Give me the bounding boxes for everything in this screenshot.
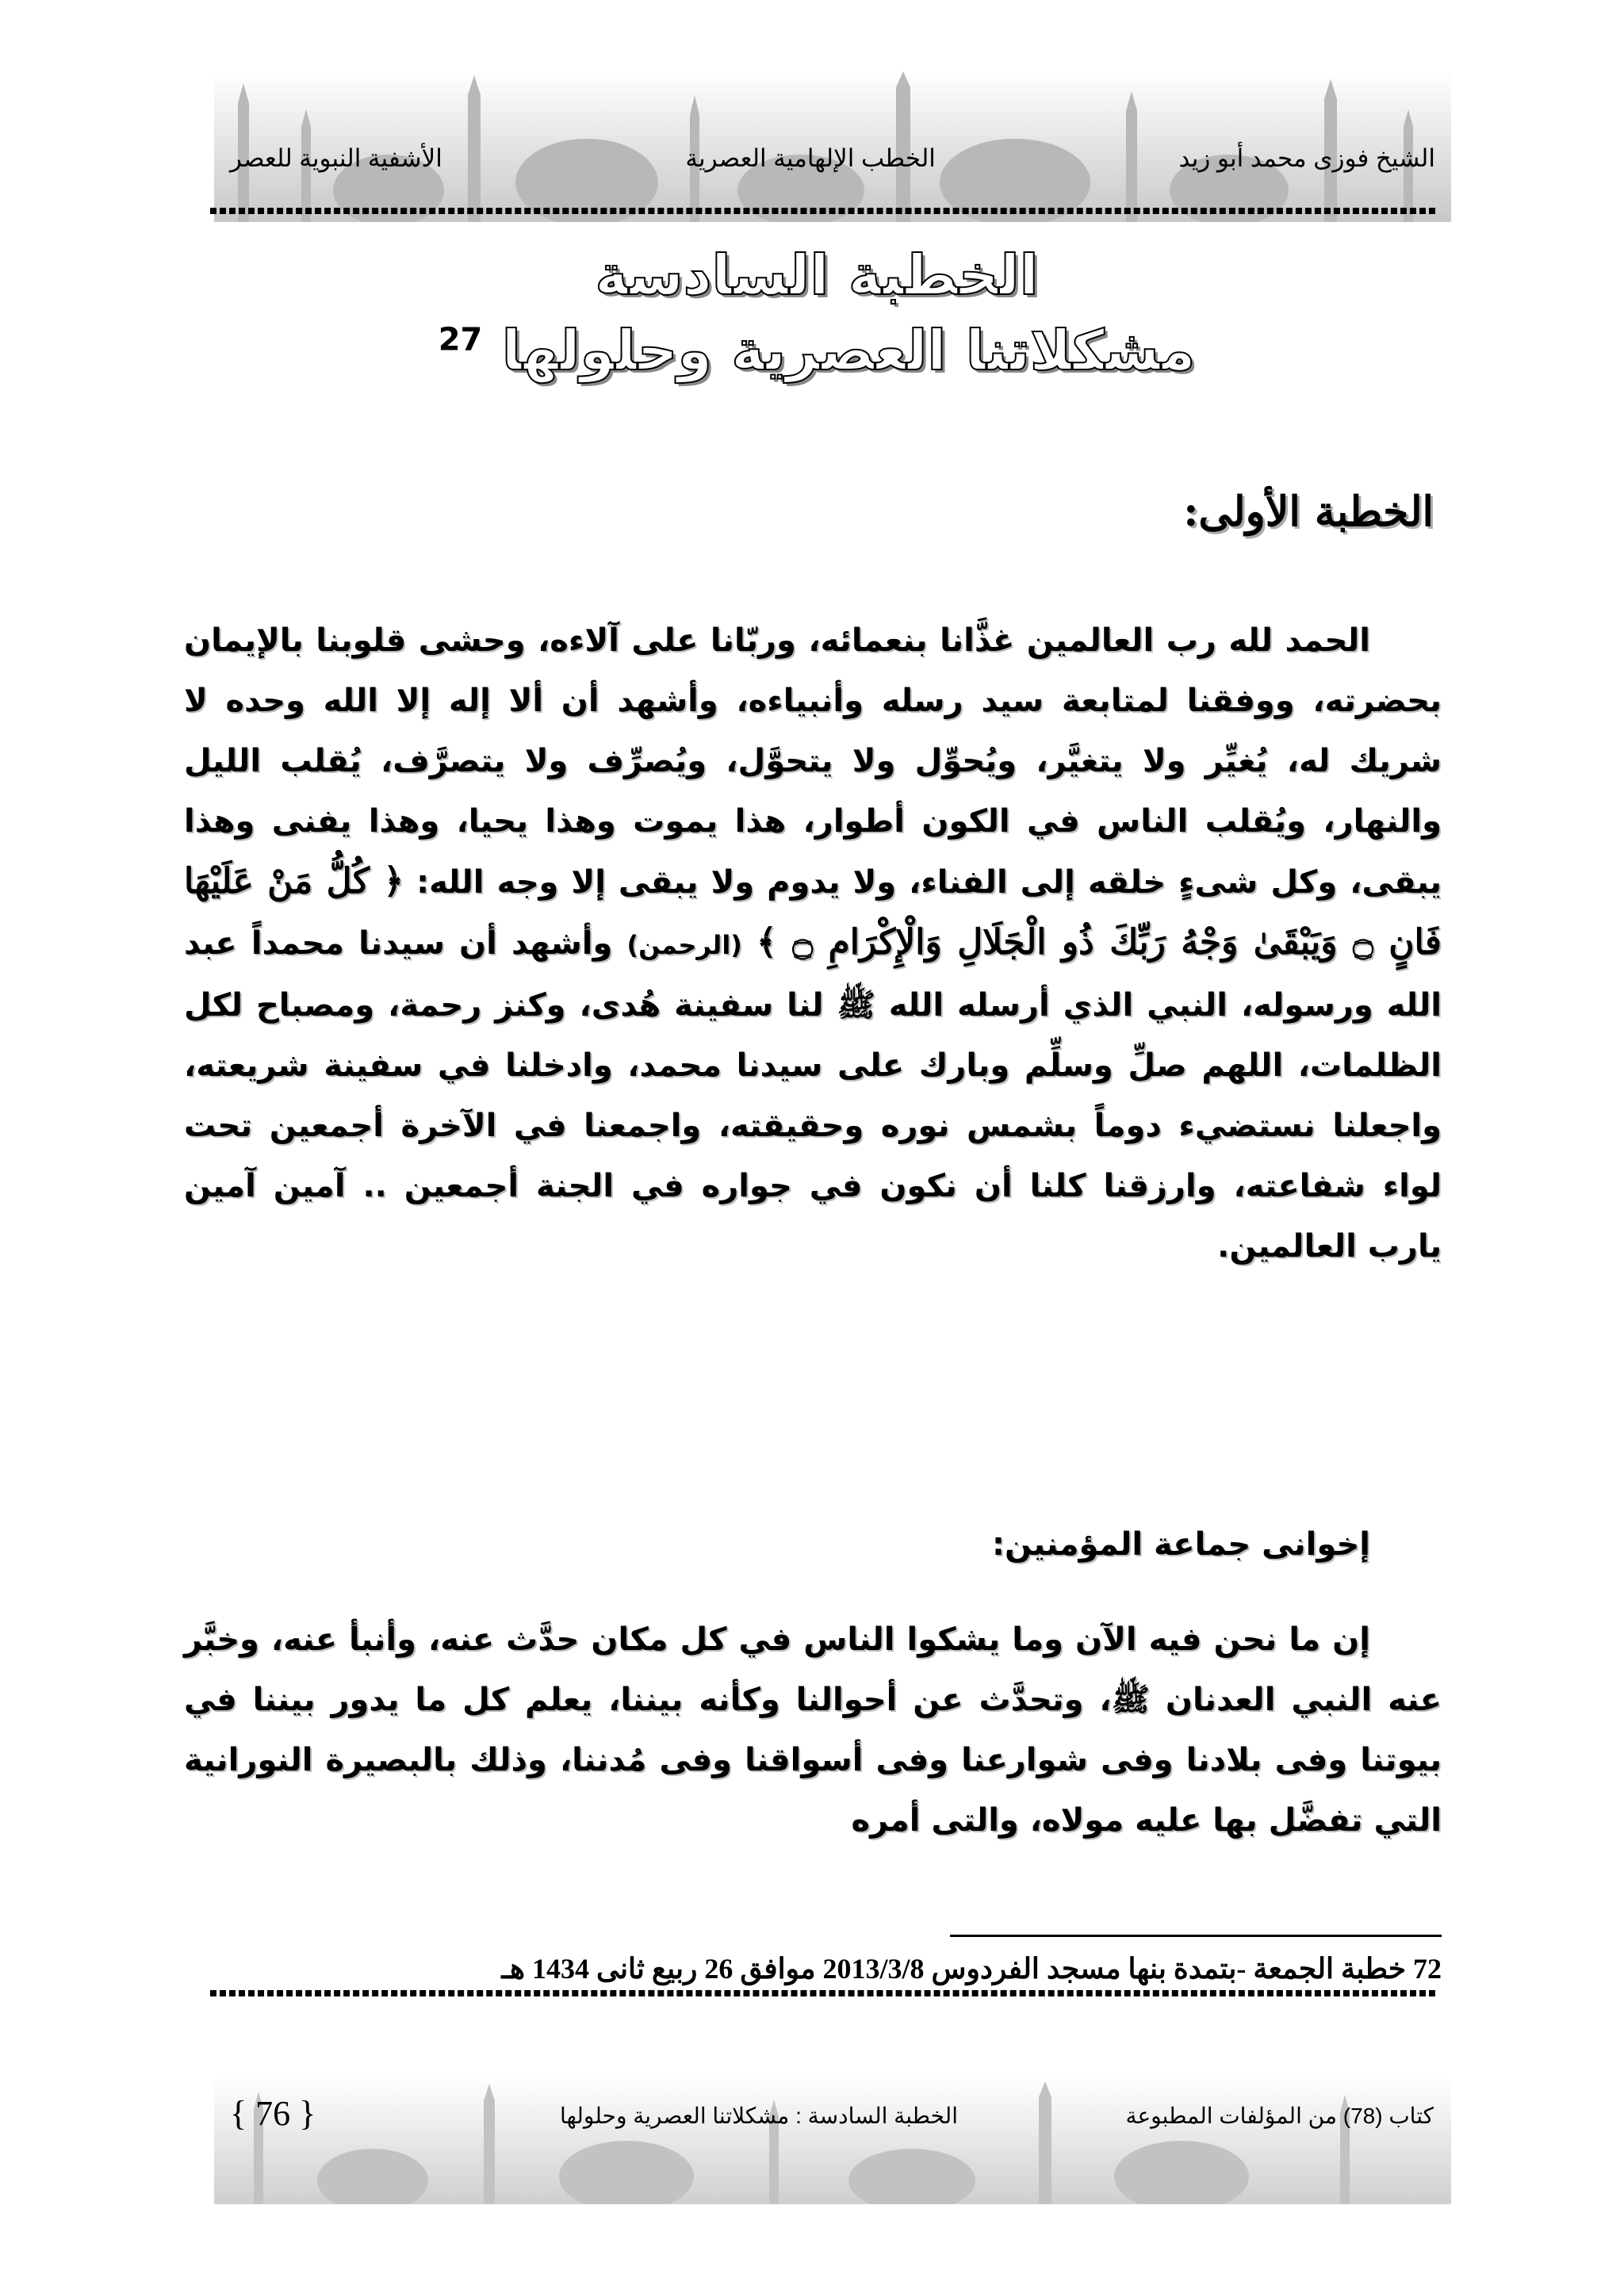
header-volume: الأشفية النبوية للعصر	[230, 144, 442, 172]
section-heading: الخطبة الأولى:	[1183, 488, 1434, 536]
footnote-separator	[950, 1935, 1442, 1937]
khutbah-topic-title	[198, 313, 1435, 389]
header-rule	[210, 208, 1435, 214]
page-number: { 76 }	[230, 2094, 316, 2133]
header-series: الخطب الإلهامية العصرية	[685, 144, 936, 172]
opening-text-a: الحمد لله رب العالمين غذَّانا بنعمائه، وربّانا على آلاءه، وحشى قلوبنا بالإيمان بحضرته، ووفقنا لمتابعة سيد رسله وأنبياءه، وأشهد أن ألا إله إلا الله وحده لا شريك له، يُغيِّر ولا يتغيَّر، ويُحوِّل ولا يتحوَّل، ويُصرِّف ولا يتصرَّف، يُقلب الليل والنهار، ويُقلب الناس في الكون أطوار، هذا يموت وهذا يحيا، وهذا يفنى وهذا يبقى، وكل شىءٍ خلقه إلى الفناء، ولا يدوم ولا يبقى إلا وجه الله:	[184, 622, 1442, 901]
topic-title-text: مشكلاتنا العصرية وحلولها	[501, 317, 1196, 383]
footer-rule	[210, 1990, 1435, 1996]
khutbah-number-title: الخطبة السادسة	[595, 243, 1039, 308]
address-paragraph: إخوانى جماعة المؤمنين:	[992, 1526, 1370, 1563]
main-paragraph: إن ما نحن فيه الآن وما يشكوا الناس في كل مكان حدَّث عنه، وأنبأ عنه، وخبَّر عنه النبي العدنان ﷺ، وتحدَّث عن أحوالنا وكأنه بيننا، يعلم كل ما يدور بيننا في بيوتنا وفى بلادنا وفى شوارعنا وفى أسواقنا وفى مُدننا، وذلك بالبصيرة النورانية التي تفضَّل بها عليه مولاه، والتى أمره	[184, 1621, 1442, 1839]
footnote-reference: 27	[438, 321, 483, 358]
header-author: الشيخ فوزى محمد أبو زيد	[1178, 144, 1435, 172]
page-footer	[230, 2093, 1434, 2141]
title-block	[198, 238, 1435, 388]
running-header	[230, 144, 1435, 184]
opening-paragraph	[184, 611, 1442, 1277]
footer-book-info: كتاب (78) من المؤلفات المطبوعة	[1125, 2104, 1434, 2128]
surah-name: (الرحمن)	[626, 930, 742, 960]
footnote-text: 72 خطبة الجمعة -بتمدة بنها مسجد الفردوس 2013/3/8 موافق 26 ربيع ثانى 1434 هـ	[501, 1953, 1442, 1985]
opening-text-b: وأشهد أن سيدنا محمداً عبد الله ورسوله، النبي الذي أرسله الله ﷺ لنا سفينة هُدى، وكنز رحمة، ومصباح لكل الظلمات، اللهم صلِّ وسلِّم وبارك على سيدنا محمد، وادخلنا في سفينة شريعته، واجعلنا نستضيء دوماً بشمس نوره وحقيقته، واجمعنا في الآخرة أجمعين تحت لواء شفاعته، وارزقنا كلنا أن نكون في جواره في الجنة أجمعين .. آمين آمين يارب العالمين.	[184, 925, 1442, 1265]
footer-section-title: الخطبة السادسة : مشكلاتنا العصرية وحلولها	[559, 2104, 958, 2128]
quran-verse: ﴿ كُلُّ مَنْ عَلَيْهَا فَانٍ ۝ وَيَبْقَىٰ وَجْهُ رَبِّكَ ذُو الْجَلَالِ وَالْإِكْرَامِ ۝ ﴾	[184, 861, 1442, 963]
